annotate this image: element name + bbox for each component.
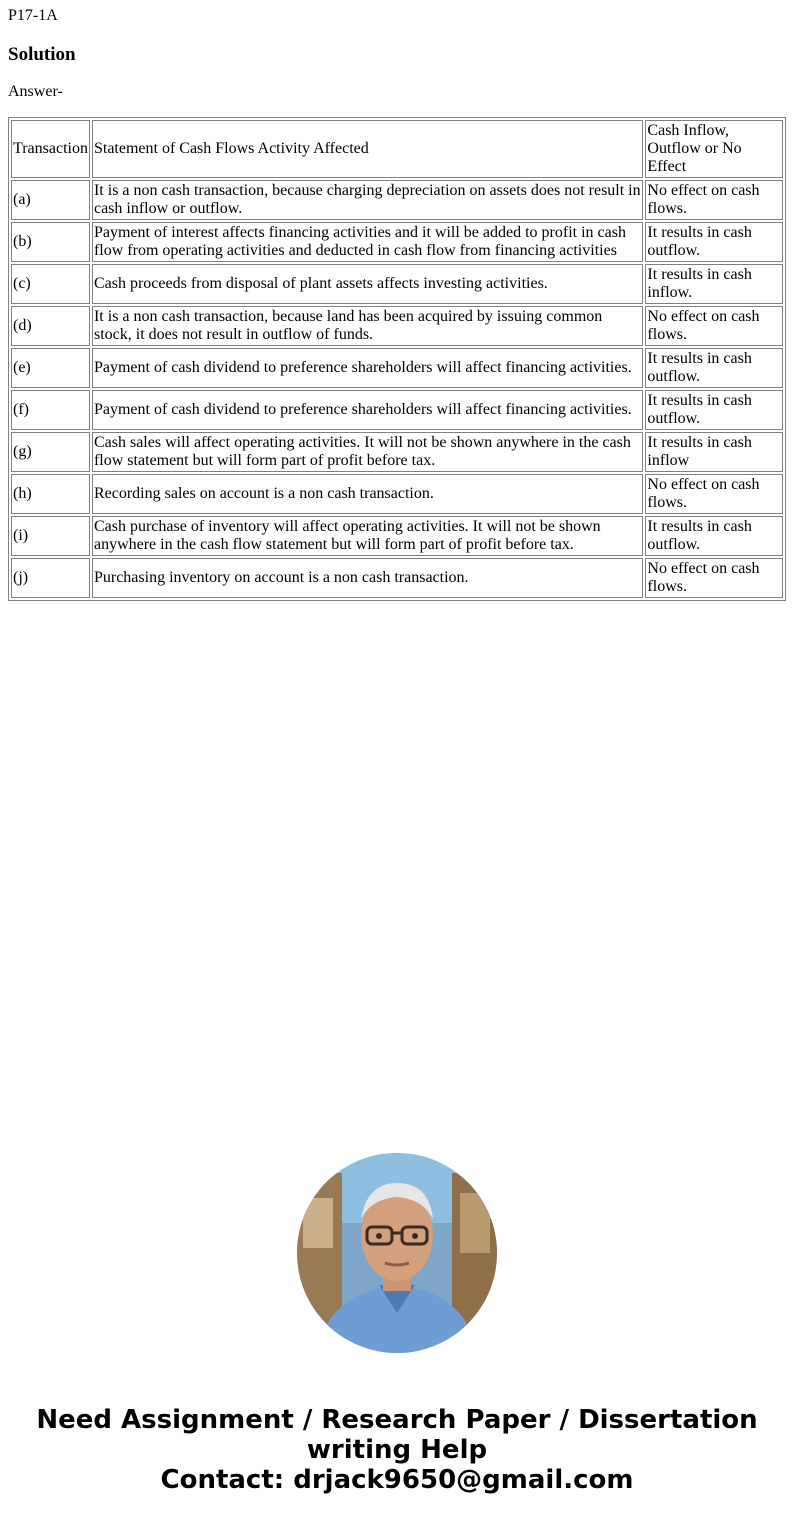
activity-cell: Payment of interest affects financing activities and it will be added to profit in cash flow from operating activities and deducted in cash flow from financing activities [92, 222, 643, 262]
table-row [11, 474, 783, 514]
promo-text [0, 1405, 794, 1495]
transaction-id: (d) [11, 306, 90, 346]
effect-cell: No effect on cash flows. [645, 180, 783, 220]
transaction-id: (g) [11, 432, 90, 472]
activity-cell: Payment of cash dividend to preference shareholders will affect financing activities. [92, 390, 643, 430]
activity-cell: Cash purchase of inventory will affect operating activities. It will not be shown anywhere in the cash flow statement but will form part of profit before tax. [92, 516, 643, 556]
activity-cell: Purchasing inventory on account is a non cash transaction. [92, 558, 643, 598]
activity-cell: Cash proceeds from disposal of plant assets affects investing activities. [92, 264, 643, 304]
table-row [11, 180, 783, 220]
effect-cell: It results in cash outflow. [645, 222, 783, 262]
transaction-id: (b) [11, 222, 90, 262]
table-row [11, 516, 783, 556]
effect-cell: No effect on cash flows. [645, 474, 783, 514]
transaction-id: (h) [11, 474, 90, 514]
activity-cell: Recording sales on account is a non cash transaction. [92, 474, 643, 514]
transaction-id: (f) [11, 390, 90, 430]
activity-cell: It is a non cash transaction, because charging depreciation on assets does not result in cash inflow or outflow. [92, 180, 643, 220]
header-effect: Cash Inflow, Outflow or No Effect [645, 120, 783, 178]
transaction-id: (c) [11, 264, 90, 304]
table-row [11, 306, 783, 346]
header-activity: Statement of Cash Flows Activity Affected [92, 120, 643, 178]
effect-cell: No effect on cash flows. [645, 306, 783, 346]
document-body [8, 0, 786, 601]
table-row [11, 348, 783, 388]
table-row [11, 558, 783, 598]
activity-cell: Payment of cash dividend to preference shareholders will affect financing activities. [92, 348, 643, 388]
solution-heading: Solution [8, 44, 76, 65]
transaction-id: (j) [11, 558, 90, 598]
answer-label: Answer- [8, 83, 63, 100]
table-header-row [11, 120, 783, 178]
table-row [11, 390, 783, 430]
table-row [11, 432, 783, 472]
transaction-id: (e) [11, 348, 90, 388]
cash-flow-table [8, 117, 786, 601]
effect-cell: It results in cash outflow. [645, 390, 783, 430]
effect-cell: It results in cash outflow. [645, 516, 783, 556]
header-transaction: Transaction [11, 120, 90, 178]
promo-line-1: Need Assignment / Research Paper / Dissertation [36, 1405, 758, 1435]
promo-contact: Contact: drjack9650@gmail.com [160, 1465, 634, 1495]
effect-cell: It results in cash inflow [645, 432, 783, 472]
activity-cell: Cash sales will affect operating activities. It will not be shown anywhere in the cash flow statement but will form part of profit before tax. [92, 432, 643, 472]
transaction-id: (a) [11, 180, 90, 220]
promo-line-2: writing Help [306, 1435, 488, 1465]
problem-id: P17-1A [8, 7, 58, 24]
activity-cell: It is a non cash transaction, because land has been acquired by issuing common stock, it does not result in outflow of funds. [92, 306, 643, 346]
table-row [11, 264, 783, 304]
transaction-id: (i) [11, 516, 90, 556]
portrait-image [297, 1153, 497, 1353]
effect-cell: It results in cash inflow. [645, 264, 783, 304]
avatar [297, 1153, 497, 1353]
effect-cell: It results in cash outflow. [645, 348, 783, 388]
effect-cell: No effect on cash flows. [645, 558, 783, 598]
table-row [11, 222, 783, 262]
